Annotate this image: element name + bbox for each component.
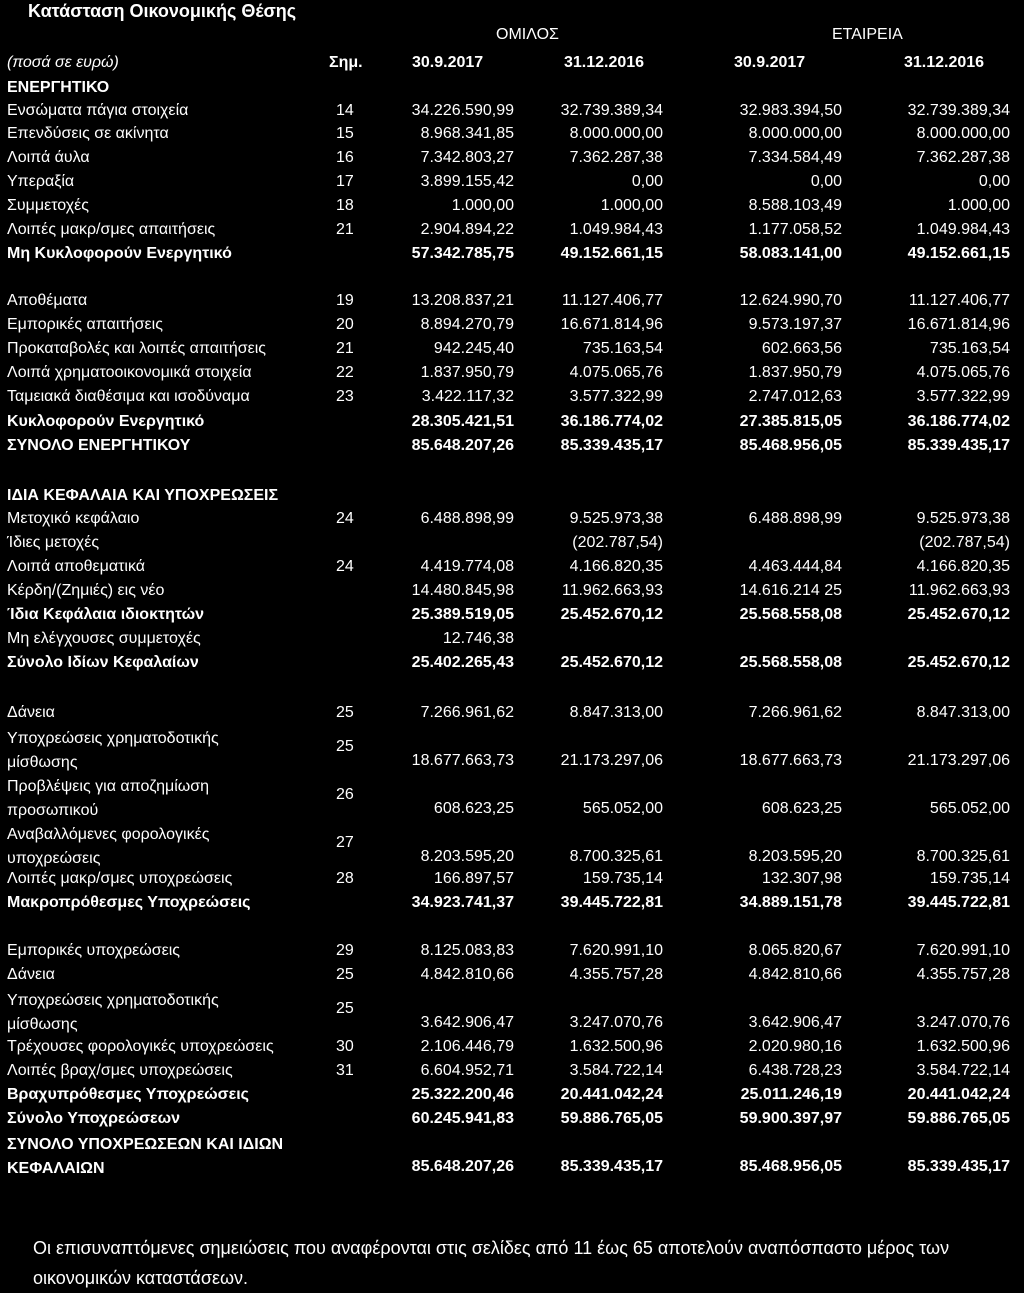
row-value: 565.052,00	[582, 800, 663, 817]
row-value: 49.152.661,15	[907, 245, 1010, 262]
row-value: 4.463.444,84	[748, 558, 842, 575]
row-label: Σύνολο Υποχρεώσεων	[7, 1110, 181, 1127]
row-note: 27	[336, 834, 354, 851]
row-value: 132.307,98	[761, 870, 842, 887]
row-value: 2.904.894,22	[420, 221, 514, 238]
row-value: 6.438.728,23	[748, 1062, 842, 1079]
group-label-group: ΟΜΙΛΟΣ	[496, 26, 559, 43]
row-value: 1.177.058,52	[748, 221, 842, 238]
row-label: Ταμειακά διαθέσιμα και ισοδύναμα	[7, 388, 250, 405]
row-label: Μη Κυκλοφορούν Ενεργητικό	[7, 245, 232, 262]
row-note: 21	[336, 340, 354, 357]
row-value: 1.049.984,43	[916, 221, 1010, 238]
row-label: Λοιπά άυλα	[7, 149, 90, 166]
row-value: 12.624.990,70	[739, 292, 842, 309]
row-note: 24	[336, 558, 354, 575]
row-value: 4.355.757,28	[569, 966, 663, 983]
row-value: 58.083.141,00	[739, 245, 842, 262]
row-value: 608.623,25	[761, 800, 842, 817]
row-value: 4.419.774,08	[420, 558, 514, 575]
row-label: Ίδιες μετοχές	[7, 534, 100, 551]
row-value: 1.000,00	[451, 197, 514, 214]
row-value: 8.847.313,00	[916, 704, 1010, 721]
row-value: 159.735,14	[582, 870, 663, 887]
row-value: 159.735,14	[929, 870, 1010, 887]
section-assets: ΕΝΕΡΓΗΤΙΚΟ	[7, 79, 110, 96]
row-value: 1.837.950,79	[748, 364, 842, 381]
row-note: 24	[336, 510, 354, 527]
row-label: Αναβαλλόμενες φορολογικές υποχρεώσεις	[7, 826, 210, 867]
row-value: 13.208.837,21	[411, 292, 514, 309]
row-note: 22	[336, 364, 354, 381]
page-title: Κατάσταση Οικονομικής Θέσης	[28, 1, 297, 21]
row-value: 166.897,57	[433, 870, 514, 887]
row-value: 85.339.435,17	[560, 437, 663, 454]
row-value: 3.642.906,47	[420, 1014, 514, 1031]
row-value: 3.584.722,14	[916, 1062, 1010, 1079]
unit-label: (ποσά σε ευρώ)	[7, 54, 119, 71]
row-value: 59.900.397,97	[739, 1110, 842, 1127]
row-value: 34.889.151,78	[739, 894, 842, 911]
row-label: Δάνεια	[7, 704, 55, 721]
row-value: 49.152.661,15	[560, 245, 663, 262]
row-value: 7.620.991,10	[916, 942, 1010, 959]
row-value: 39.445.722,81	[907, 894, 1010, 911]
row-value: 8.125.083,83	[420, 942, 514, 959]
row-value: 36.186.774,02	[907, 413, 1010, 430]
row-label: Ίδια Κεφάλαια ιδιοκτητών	[7, 606, 205, 623]
row-value: 0,00	[631, 173, 663, 190]
row-value: 9.525.973,38	[916, 510, 1010, 527]
row-value: 3.422.117,32	[421, 388, 514, 405]
row-value: 735.163,54	[582, 340, 663, 357]
row-value: 85.339.435,17	[560, 1158, 663, 1175]
row-value: 8.000.000,00	[916, 125, 1010, 142]
row-note: 20	[336, 316, 354, 333]
row-value: 9.525.973,38	[569, 510, 663, 527]
row-value: 4.842.810,66	[420, 966, 514, 983]
row-value: (202.787,54)	[572, 534, 663, 551]
row-value: 16.671.814,96	[560, 316, 663, 333]
row-label: Ενσώματα πάγια στοιχεία	[7, 102, 189, 119]
row-value: 608.623,25	[433, 800, 514, 817]
row-value: 4.355.757,28	[916, 966, 1010, 983]
row-value: 0,00	[810, 173, 842, 190]
row-value: 11.127.406,77	[561, 292, 663, 309]
row-value: 25.568.558,08	[739, 606, 842, 623]
row-value: 1.837.950,79	[420, 364, 514, 381]
row-value: 3.247.070,76	[916, 1014, 1010, 1031]
row-value: 16.671.814,96	[907, 316, 1010, 333]
row-label: Μετοχικό κεφάλαιο	[7, 510, 140, 527]
row-label: Επενδύσεις σε ακίνητα	[7, 125, 169, 142]
row-label: Εμπορικές υποχρεώσεις	[7, 942, 180, 959]
row-value: 28.305.421,51	[411, 413, 514, 430]
row-value: 8.847.313,00	[569, 704, 663, 721]
row-value: 9.573.197,37	[748, 316, 842, 333]
row-value: 85.468.956,05	[739, 1158, 842, 1175]
row-value: 8.700.325,61	[569, 848, 663, 865]
row-label: Μακροπρόθεσμες Υποχρεώσεις	[7, 894, 251, 911]
row-value: 25.452.670,12	[907, 654, 1010, 671]
row-label: Λοιπές βραχ/σμες υποχρεώσεις	[7, 1062, 233, 1079]
row-value: 59.886.765,05	[560, 1110, 663, 1127]
row-value: 8.588.103,49	[748, 197, 842, 214]
row-value: 34.226.590,99	[411, 102, 514, 119]
row-label: Αποθέματα	[7, 292, 88, 309]
row-value: 3.577.322,99	[569, 388, 663, 405]
row-value: 8.203.595,20	[748, 848, 842, 865]
row-value: 7.266.961,62	[748, 704, 842, 721]
row-value: 2.020.980,16	[748, 1038, 842, 1055]
row-value: 39.445.722,81	[560, 894, 663, 911]
row-value: 7.362.287,38	[916, 149, 1010, 166]
row-value: 8.968.341,85	[420, 125, 514, 142]
row-label: Τρέχουσες φορολογικές υποχρεώσεις	[7, 1038, 274, 1055]
col-header-company-2017: 30.9.2017	[734, 54, 806, 71]
row-value: (202.787,54)	[919, 534, 1010, 551]
row-value: 57.342.785,75	[411, 245, 514, 262]
row-value: 85.648.207,26	[411, 437, 514, 454]
row-label: Εμπορικές απαιτήσεις	[7, 316, 163, 333]
row-label: Λοιπά αποθεματικά	[7, 558, 146, 575]
row-note: 25	[336, 966, 354, 983]
row-value: 8.203.595,20	[420, 848, 514, 865]
col-header-company-2016: 31.12.2016	[904, 54, 985, 71]
row-note: 25	[336, 738, 354, 755]
row-label: Κέρδη/(Ζημιές) εις νέο	[7, 582, 165, 599]
row-value: 942.245,40	[433, 340, 514, 357]
row-value: 8.894.270,79	[420, 316, 514, 333]
row-label: Προβλέψεις για αποζημίωση προσωπικού	[7, 778, 210, 819]
row-value: 6.604.952,71	[420, 1062, 514, 1079]
row-label: Λοιπές μακρ/σμες απαιτήσεις	[7, 221, 216, 238]
row-value: 3.577.322,99	[916, 388, 1010, 405]
row-value: 18.677.663,73	[739, 752, 842, 769]
group-label-company: ΕΤΑΙΡΕΙΑ	[832, 26, 903, 43]
row-value: 8.000.000,00	[748, 125, 842, 142]
row-label: Υποχρεώσεις χρηματοδοτικής μίσθωσης	[7, 730, 219, 771]
row-note: 18	[336, 197, 354, 214]
row-label: Κυκλοφορούν Ενεργητικό	[7, 413, 205, 430]
row-value: 34.923.741,37	[411, 894, 514, 911]
row-label: Σύνολο Ιδίων Κεφαλαίων	[7, 654, 199, 671]
row-value: 36.186.774,02	[560, 413, 663, 430]
row-label: Μη ελέγχουσες συμμετοχές	[7, 630, 201, 647]
row-value: 32.983.394,50	[739, 102, 842, 119]
row-value: 7.266.961,62	[420, 704, 514, 721]
row-value: 4.075.065,76	[916, 364, 1010, 381]
row-value: 7.342.803,27	[420, 149, 514, 166]
row-label: Υποχρεώσεις χρηματοδοτικής μίσθωσης	[7, 992, 219, 1033]
row-note: 17	[336, 173, 354, 190]
row-value: 1.000,00	[600, 197, 663, 214]
row-label: ΣΥΝΟΛΟ ΥΠΟΧΡΕΩΣΕΩΝ ΚΑΙ ΙΔΙΩΝ ΚΕΦΑΛΑΙΩΝ	[7, 1136, 284, 1177]
row-value: 14.616.214 25	[739, 582, 842, 599]
row-value: 59.886.765,05	[907, 1110, 1010, 1127]
row-note: 14	[336, 102, 354, 119]
row-label: Λοιπές μακρ/σμες υποχρεώσεις	[7, 870, 233, 887]
row-note: 31	[336, 1062, 354, 1079]
row-note: 19	[336, 292, 354, 309]
row-value: 25.402.265,43	[411, 654, 514, 671]
row-value: 20.441.042,24	[560, 1086, 663, 1103]
row-value: 27.385.815,05	[739, 413, 842, 430]
row-value: 8.065.820,67	[748, 942, 842, 959]
row-value: 25.452.670,12	[907, 606, 1010, 623]
row-value: 3.584.722,14	[569, 1062, 663, 1079]
row-value: 3.642.906,47	[748, 1014, 842, 1031]
row-label: Λοιπά χρηματοοικονομικά στοιχεία	[7, 364, 252, 381]
row-value: 4.166.820,35	[916, 558, 1010, 575]
row-value: 4.075.065,76	[569, 364, 663, 381]
row-value: 4.842.810,66	[748, 966, 842, 983]
row-label: Δάνεια	[7, 966, 55, 983]
row-value: 735.163,54	[929, 340, 1010, 357]
row-label: Υπεραξία	[7, 173, 75, 190]
row-value: 1.000,00	[947, 197, 1010, 214]
col-header-note: Σημ.	[329, 54, 363, 71]
row-value: 18.677.663,73	[411, 752, 514, 769]
row-label: Βραχυπρόθεσμες Υποχρεώσεις	[7, 1086, 249, 1103]
row-value: 14.480.845,98	[411, 582, 514, 599]
row-note: 15	[336, 125, 354, 142]
row-value: 3.899.155,42	[420, 173, 514, 190]
row-value: 1.632.500,96	[916, 1038, 1010, 1055]
row-note: 30	[336, 1038, 354, 1055]
row-value: 11.127.406,77	[908, 292, 1010, 309]
row-value: 1.632.500,96	[569, 1038, 663, 1055]
row-value: 565.052,00	[929, 800, 1010, 817]
row-value: 85.339.435,17	[907, 1158, 1010, 1175]
row-value: 4.166.820,35	[569, 558, 663, 575]
row-value: 25.452.670,12	[560, 606, 663, 623]
row-value: 21.173.297,06	[907, 752, 1010, 769]
row-value: 25.452.670,12	[560, 654, 663, 671]
row-note: 16	[336, 149, 354, 166]
row-note: 25	[336, 704, 354, 721]
row-value: 20.441.042,24	[907, 1086, 1010, 1103]
row-value: 21.173.297,06	[560, 752, 663, 769]
row-value: 7.620.991,10	[569, 942, 663, 959]
row-note: 29	[336, 942, 354, 959]
row-label: ΣΥΝΟΛΟ ΕΝΕΡΓΗΤΙΚΟΥ	[7, 437, 191, 454]
row-value: 25.389.519,05	[411, 606, 514, 623]
row-value: 25.011.246,19	[740, 1086, 842, 1103]
row-note: 23	[336, 388, 354, 405]
row-value: 11.962.663,93	[561, 582, 663, 599]
row-value: 1.049.984,43	[569, 221, 663, 238]
row-value: 0,00	[978, 173, 1010, 190]
col-header-group-2016: 31.12.2016	[564, 54, 645, 71]
col-header-group-2017: 30.9.2017	[412, 54, 484, 71]
row-value: 3.247.070,76	[569, 1014, 663, 1031]
row-value: 6.488.898,99	[748, 510, 842, 527]
row-value: 2.747.012,63	[748, 388, 842, 405]
row-value: 85.468.956,05	[739, 437, 842, 454]
row-value: 32.739.389,34	[560, 102, 663, 119]
row-note: 26	[336, 786, 354, 803]
row-value: 7.334.584,49	[748, 149, 842, 166]
row-value: 11.962.663,93	[908, 582, 1010, 599]
row-value: 25.568.558,08	[739, 654, 842, 671]
row-value: 7.362.287,38	[569, 149, 663, 166]
row-value: 8.000.000,00	[569, 125, 663, 142]
row-note: 28	[336, 870, 354, 887]
row-value: 25.322.200,46	[411, 1086, 514, 1103]
row-label: Συμμετοχές	[7, 197, 90, 214]
row-value: 8.700.325,61	[916, 848, 1010, 865]
row-label: Προκαταβολές και λοιπές απαιτήσεις	[7, 340, 266, 357]
row-value: 85.339.435,17	[907, 437, 1010, 454]
section-equity-liabilities: ΙΔΙΑ ΚΕΦΑΛΑΙΑ ΚΑΙ ΥΠΟΧΡΕΩΣΕΙΣ	[7, 487, 279, 504]
footer-note: Οι επισυναπτόμενες σημειώσεις που αναφέρονται στις σελίδες από 11 έως 65 αποτελούν αναπόσπαστο μέρος των οικονομικών καταστάσεων.	[33, 1238, 950, 1288]
row-value: 6.488.898,99	[420, 510, 514, 527]
row-value: 85.648.207,26	[411, 1158, 514, 1175]
row-note: 25	[336, 1000, 354, 1017]
row-value: 602.663,56	[761, 340, 842, 357]
row-note: 21	[336, 221, 354, 238]
row-value: 32.739.389,34	[907, 102, 1010, 119]
row-value: 2.106.446,79	[420, 1038, 514, 1055]
row-value: 12.746,38	[442, 630, 514, 647]
row-value: 60.245.941,83	[411, 1110, 514, 1127]
